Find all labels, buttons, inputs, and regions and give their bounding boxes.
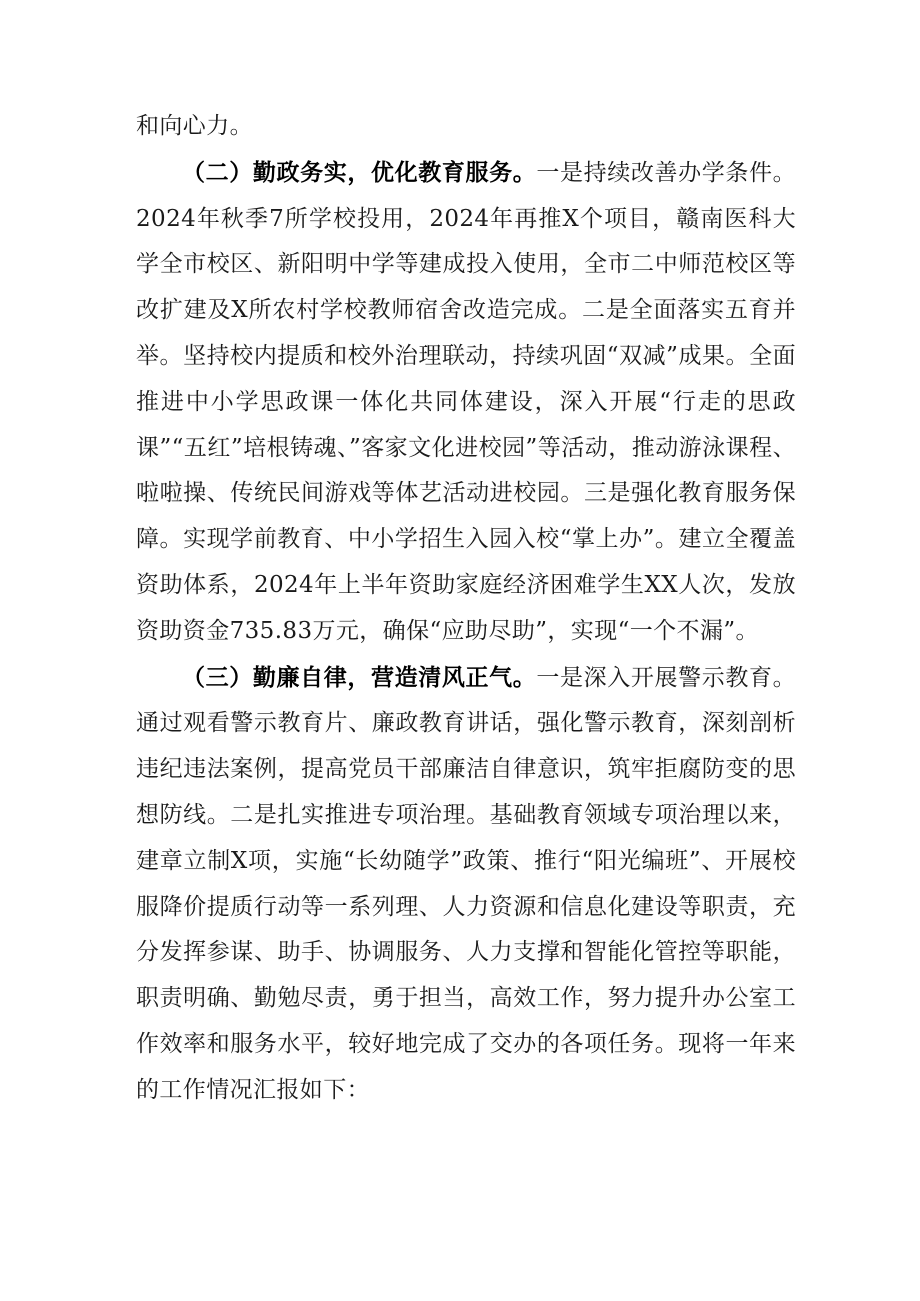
paragraph-text: 一是持续改善办学条件。2024年秋季7所学校投用，2024年再推X个项目，赣南医科大学全市校区、新阳明中学等建成投入使用，全市二中师范校区等改扩建及X所农村学校教师宿舍改造完成。二是全面落实五育并举。坚持校内提质和校外治理联动，持续巩固“双减”成果。全面推进中小学思政课一体化共同体建设，深入开展“行走的思政课”“五红”培根铸魂、”客家文化进校园”等活动，推动游泳课程、啦啦操、传统民间游戏等体艺活动进校园。三是强化教育服务保障。实现学前教育、中小学招生入园入校“掌上办”。建立全覆盖资助体系，2024年上半年资助家庭经济困难学生XX人次，发放资助资金735.83万元，确保“应助尽助”，实现“一个不漏”。: [136, 159, 796, 644]
paragraph-continuation: [136, 104, 796, 150]
paragraph-section-two: [136, 150, 796, 655]
section-heading: （二）勤政务实，优化教育服务。: [182, 158, 537, 186]
paragraph-section-three: [136, 655, 796, 1114]
section-heading: （三）勤廉自律，营造清风正气。: [182, 663, 537, 691]
paragraph-text: 一是深入开展警示教育。通过观看警示教育片、廉政教育讲话，强化警示教育，深刻剖析违纪违法案例，提高党员干部廉洁自律意识，筑牢拒腐防变的思想防线。二是扎实推进专项治理。基础教育领域专项治理以来，建章立制X项，实施“长幼随学”政策、推行“阳光编班”、开展校服降价提质行动等一系列理、人力资源和信息化建设等职责，充分发挥参谋、助手、协调服务、人力支撑和智能化管控等职能，职责明确、勤勉尽责，勇于担当，高效工作，努力提升办公室工作效率和服务水平，较好地完成了交办的各项任务。现将一年来的工作情况汇报如下：: [136, 664, 796, 1103]
document-body: [136, 104, 796, 1114]
paragraph-text: 和向心力。: [136, 113, 253, 139]
